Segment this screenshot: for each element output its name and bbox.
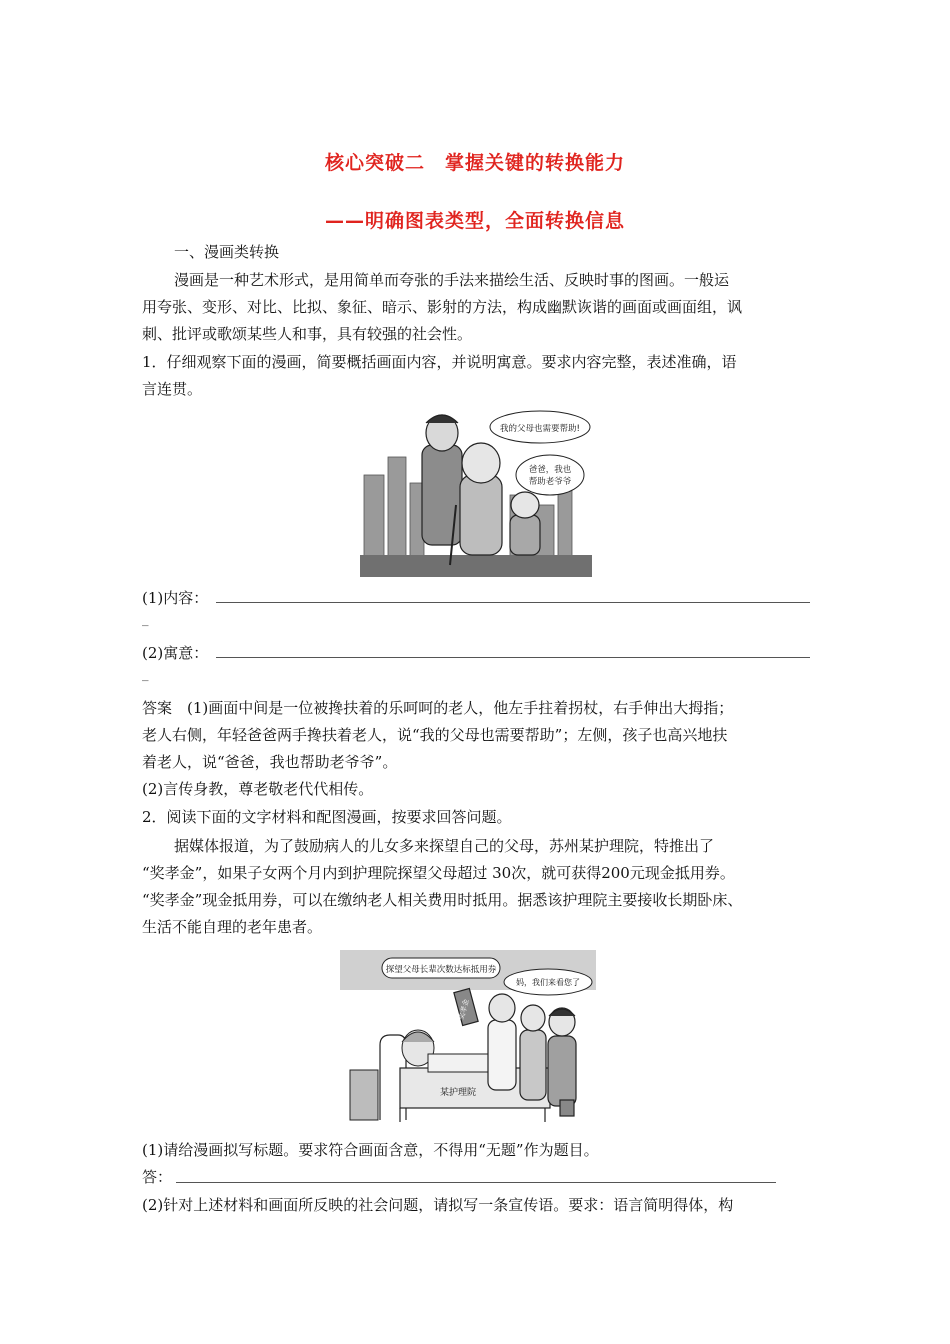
q1-blank2-line[interactable] [216, 657, 810, 658]
q1-answer-line-1: 答案 (1)画面中间是一位被搀扶着的乐呵呵的老人，他左手拄着拐杖，右手伸出大拇指； [142, 699, 734, 717]
cartoon1-bubble-child-1: 爸爸，我也 [528, 465, 572, 475]
cartoon1-bubble-child-2: 帮助老爷爷 [528, 477, 572, 487]
q1-blank2-label: (2)寓意： [142, 644, 209, 662]
q1-answer-line-4: (2)言传身教，尊老敬老代代相传。 [142, 780, 374, 798]
q2-material-line-1: 据媒体报道，为了鼓励病人的儿女多来探望自己的父母，苏州某护理院，特推出了 [174, 837, 715, 855]
cartoon2-bubble-staff: 探望父母长辈次数达标抵用券 [385, 965, 497, 975]
q1-answer-line-2: 老人右侧，年轻爸爸两手搀扶着老人，说“我的父母也需要帮助”；左侧，孩子也高兴地扶 [142, 726, 728, 744]
cartoon1-bubble-father: 我的父母也需要帮助! [500, 424, 580, 434]
intro-line-1: 漫画是一种艺术形式，是用简单而夸张的手法来描绘生活、反映时事的图画。一般运 [174, 271, 730, 289]
q1-stem-line-1: 1．仔细观察下面的漫画，简要概括画面内容，并说明寓意。要求内容完整，表述准确，语 [142, 353, 737, 371]
q2-sub1-answer-line[interactable] [176, 1182, 776, 1183]
q2-sub1: (1)请给漫画拟写标题。要求符合画面含意，不得用“无题”作为题目。 [142, 1141, 599, 1159]
q2-material-line-4: 生活不能自理的老年患者。 [142, 918, 323, 936]
q1-blank1-label: (1)内容： [142, 589, 209, 607]
q1-blank2-dash: _ [142, 667, 149, 682]
q2-sub1-answer-label: 答： [142, 1168, 173, 1186]
section-heading: 一、漫画类转换 [174, 243, 280, 261]
cartoon2-voucher-label: 奖孝金 [457, 998, 471, 1021]
q2-material-line-2: “奖孝金”，如果子女两个月内到护理院探望父母超过 30次，就可获得200元现金抵用券。 [142, 864, 735, 882]
q2-stem: 2．阅读下面的文字材料和配图漫画，按要求回答问题。 [142, 808, 512, 826]
intro-line-3: 刺、批评或歌颂某些人和事，具有较强的社会性。 [142, 325, 473, 343]
q1-answer-line-3: 着老人，说“爸爸，我也帮助老爷爷”。 [142, 753, 398, 771]
q1-stem-line-2: 言连贯。 [142, 380, 203, 398]
page-title: 核心突破二 掌握关键的转换能力 [324, 152, 625, 174]
q2-material-line-3: “奖孝金”现金抵用券，可以在缴纳老人相关费用时抵用。据悉该护理院主要接收长期卧床、 [142, 891, 743, 909]
page-subtitle: ——明确图表类型，全面转换信息 [324, 210, 625, 232]
q1-blank1-line[interactable] [216, 602, 810, 603]
intro-line-2: 用夸张、变形、对比、比拟、象征、暗示、影射的方法，构成幽默诙谐的画面或画面组，讽 [142, 298, 743, 316]
cartoon2-bed-label: 某护理院 [439, 1088, 477, 1098]
cartoon2-bubble-visitor: 妈，我们来看您了 [516, 978, 580, 987]
q1-blank1-dash: _ [142, 612, 149, 627]
cartoon-nursing-home-visit [340, 950, 596, 1126]
cartoon-family-helping-elder [360, 405, 592, 577]
q2-sub2: (2)针对上述材料和画面所反映的社会问题，请拟写一条宣传语。要求：语言简明得体，构 [142, 1196, 734, 1214]
